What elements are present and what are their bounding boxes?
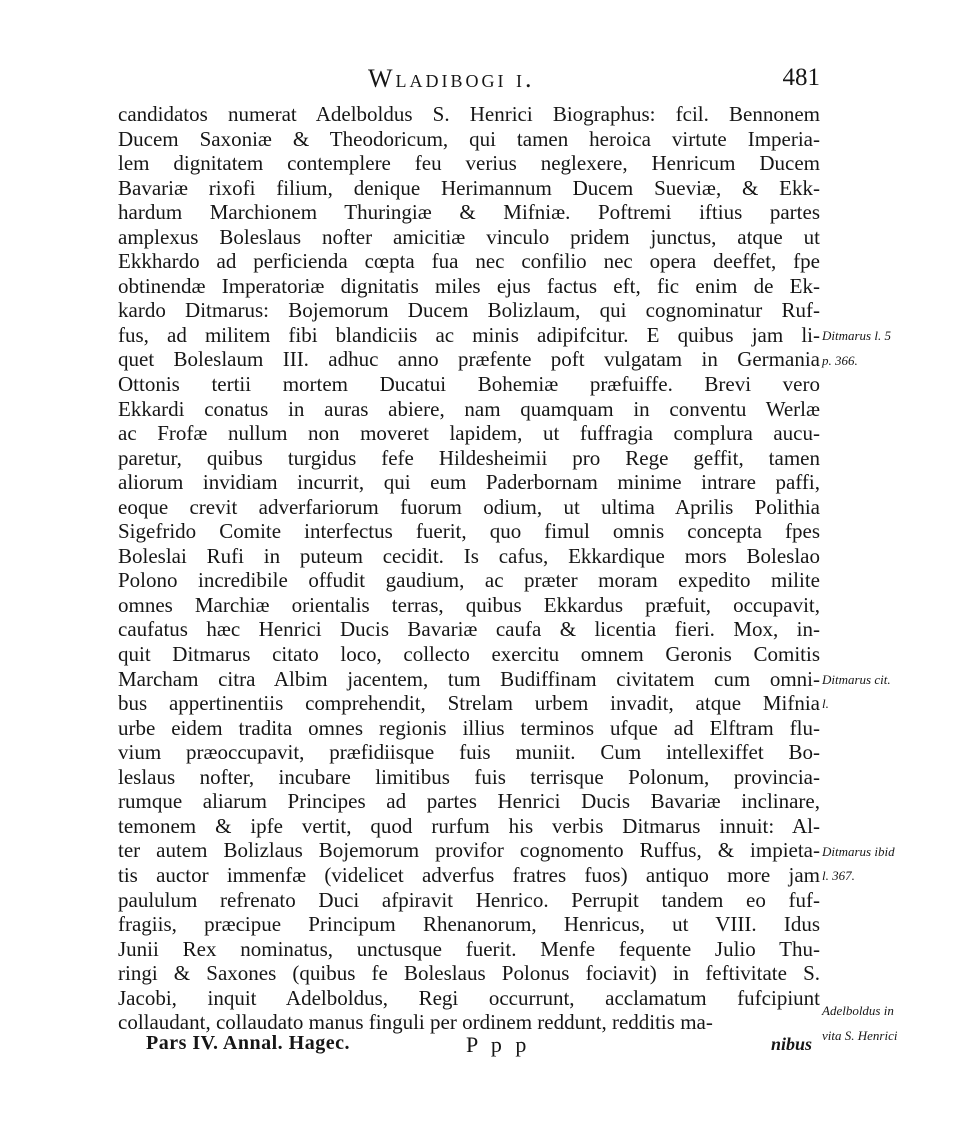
margin-note: Ditmarus cit.	[822, 671, 891, 687]
text-line: Polono incredibile offudit gaudium, ac præter moram expedito milite	[118, 568, 820, 593]
margin-note: vita S. Henrici	[822, 1027, 898, 1043]
signature-mark: Pars IV. Annal. Hagec.	[146, 1032, 350, 1054]
text-line: bus appertinentiis comprehendit, Strelam urbem invadit, atque Mifnia	[118, 691, 820, 716]
sheet-mark: P p p	[466, 1032, 531, 1057]
text-line: candidatos numerat Adelboldus S. Henrici Biographus: fcil. Bennonem	[118, 102, 820, 126]
text-line: Ekkardi conatus in auras abiere, nam quamquam in conventu Werlæ	[118, 396, 820, 421]
text-line: hardum Marchionem Thuringiæ & Mifniæ. Poftremi iftius partes	[118, 200, 820, 225]
text-line: urbe eidem tradita omnes regionis illius terminos ufque ad Elftram flu-	[118, 715, 820, 740]
text-line: Jacobi, inquit Adelboldus, Regi occurrunt, acclamatum fufcipiunt	[118, 985, 820, 1010]
text-line: Ottonis tertii mortem Ducatui Bohemiæ præfuiffe. Brevi vero	[118, 372, 820, 397]
text-line: aliorum invidiam incurrit, qui eum Paderbornam minime intrare paffi,	[118, 470, 820, 495]
text-line: omnes Marchiæ orientalis terras, quibus Ekkardus præfuit, occupavit,	[118, 592, 820, 617]
margin-note: Ditmarus ibid	[822, 843, 895, 859]
text-line: ac Frofæ nullum non moveret lapidem, ut fuffragia complura aucu-	[118, 421, 820, 446]
text-line: kardo Ditmarus: Bojemorum Ducem Bolizlaum, qui cognominatur Ruf-	[118, 298, 820, 323]
text-line: lem dignitatem contemplere feu verius neglexere, Henricum Ducem	[118, 151, 820, 176]
body-text	[118, 102, 820, 1035]
running-head	[120, 64, 820, 98]
text-line: rumque aliarum Principes ad partes Henrici Ducis Bavariæ inclinare,	[118, 789, 820, 814]
page-footer	[146, 1032, 820, 1062]
text-line: collaudant, collaudato manus finguli per ordinem reddunt, redditis ma-	[118, 1010, 713, 1035]
text-line: leslaus nofter, incubare limitibus fuis terrisque Polonum, provincia-	[118, 764, 820, 789]
text-line: Ducem Saxoniæ & Theodoricum, qui tamen heroica virtute Imperia-	[118, 126, 820, 151]
text-line: obtinendæ Imperatoriæ dignitatis miles ejus factus eft, fic enim de Ek-	[118, 273, 820, 298]
text-line: Ekkhardo ad perficienda cœpta fua nec confilio nec opera deeffet, fpe	[118, 249, 820, 274]
text-line: Sigefrido Comite interfectus fuerit, quo fimul omnis concepta fpes	[118, 519, 820, 544]
text-line: ringi & Saxones (quibus fe Boleslaus Polonus fociavit) in feftivitate S.	[118, 961, 820, 986]
text-line: fragiis, præcipue Principum Rhenanorum, Henricus, ut VIII. Idus	[118, 912, 820, 937]
margin-note: Adelboldus in	[822, 1003, 894, 1019]
text-line: paululum refrenato Duci afpiravit Henrico. Perrupit tandem eo fuf-	[118, 887, 820, 912]
text-line: Junii Rex nominatus, unctusque fuerit. Menfe fequente Julio Thu-	[118, 936, 820, 961]
text-line: Marcham citra Albim jacentem, tum Budiffinam civitatem cum omni-	[118, 666, 820, 691]
page-number: 481	[782, 64, 820, 91]
text-line: paretur, quibus turgidus fefe Hildesheimii pro Rege geffit, tamen	[118, 445, 820, 470]
text-line: Bavariæ rixofi filium, denique Herimannum Ducem Sueviæ, & Ekk-	[118, 175, 820, 200]
text-line: vium præoccupavit, præfidiisque fuis muniit. Cum intellexiffet Bo-	[118, 740, 820, 765]
text-line: caufatus hæc Henrici Ducis Bavariæ caufa & licentia fieri. Mox, in-	[118, 617, 820, 642]
margin-note: l.	[822, 696, 829, 712]
running-head-title: Wladibogi i.	[368, 64, 535, 93]
text-line: eoque crevit adverfariorum fuorum odium, ut ultima Aprilis Polithia	[118, 494, 820, 519]
margin-note: p. 366.	[822, 352, 858, 368]
text-line: ter autem Bolizlaus Bojemorum provifor cognomento Ruffus, & impieta-	[118, 838, 820, 863]
catchword: nibus	[770, 1034, 812, 1054]
text-line: tis auctor immenfæ (videlicet adverfus fratres fuos) antiquo more jam	[118, 862, 820, 887]
margin-note: Ditmarus l. 5	[822, 327, 891, 343]
text-line: fus, ad militem fibi blandiciis ac minis adipifcitur. E quibus jam li-	[118, 322, 820, 347]
text-line: temonem & ipfe vertit, quod rurfum his verbis Ditmarus innuit: Al-	[118, 813, 820, 838]
text-line: quit Ditmarus citato loco, collecto exercitu omnem Geronis Comitis	[118, 642, 820, 667]
text-line: quet Boleslaum III. adhuc anno præfente poft vulgatam in Germania	[118, 347, 820, 372]
text-line: Boleslai Rufi in puteum cecidit. Is cafus, Ekkardique mors Boleslao	[118, 543, 820, 568]
text-line: amplexus Boleslaus nofter amicitiæ vinculo pridem junctus, atque ut	[118, 224, 820, 249]
margin-note: l. 367.	[822, 868, 855, 884]
